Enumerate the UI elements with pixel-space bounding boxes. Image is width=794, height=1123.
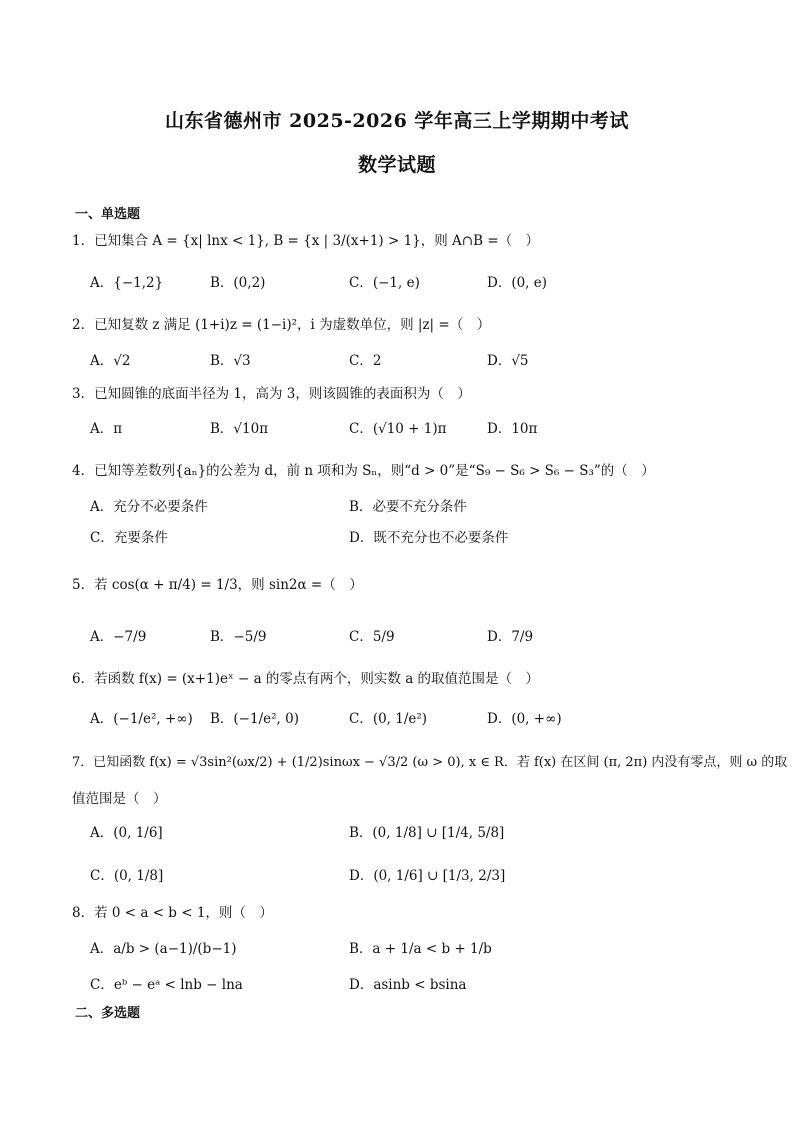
question-2-stem: 2．已知复数 z 满足 (1+i)z = (1−i)²，i 为虚数单位，则 |z| =（ ）: [72, 317, 491, 333]
question-4-option-c: C．充要条件: [90, 530, 168, 546]
question-5-option-b: B．−5/9: [210, 629, 267, 645]
question-8-option-b: B．a + 1/a < b + 1/b: [349, 941, 492, 957]
question-2-option-c: C．2: [349, 353, 382, 369]
question-1-option-d: D．(0, e): [487, 275, 548, 291]
question-8-option-c: C．eᵇ − eᵃ < lnb − lna: [90, 977, 243, 993]
question-2-option-a: A．√2: [90, 353, 131, 369]
question-7-option-b: B．(0, 1/8] ∪ [1/4, 5/8]: [349, 825, 505, 841]
question-5-option-c: C．5/9: [349, 629, 395, 645]
question-7-option-c: C．(0, 1/8]: [90, 868, 164, 884]
question-3-option-c: C．(√10 + 1)π: [349, 421, 447, 437]
question-3-option-d: D．10π: [487, 421, 538, 437]
question-2-option-b: B．√3: [210, 353, 251, 369]
question-4-stem: 4．已知等差数列{aₙ}的公差为 d，前 n 项和为 Sₙ，则“d > 0”是“S₉ − S₆ > S₆ − S₃”的（ ）: [72, 463, 655, 479]
question-2-option-d: D．√5: [487, 353, 529, 369]
question-8-option-a: A．a/b > (a−1)/(b−1): [90, 941, 237, 957]
question-7-option-a: A．(0, 1/6]: [90, 825, 163, 841]
question-6-option-a: A．(−1/e², +∞): [90, 711, 193, 727]
question-1-option-c: C．(−1, e): [349, 275, 420, 291]
question-6-option-d: D．(0, +∞): [487, 711, 562, 727]
question-5-option-d: D．7/9: [487, 629, 534, 645]
question-1-stem: 1．已知集合 A = {x| lnx < 1}, B = {x | 3/(x+1) > 1}，则 A∩B =（ ）: [72, 233, 540, 249]
question-1-option-b: B．(0,2): [210, 275, 266, 291]
page-title: 山东省德州市 2025-2026 学年高三上学期期中考试: [165, 110, 629, 132]
question-7-stem-continued: 值范围是（ ）: [72, 791, 167, 807]
question-1-option-a: A．{−1,2}: [90, 275, 164, 291]
question-6-option-b: B．(−1/e², 0): [210, 711, 299, 727]
page-subtitle: 数学试题: [357, 154, 436, 176]
question-5-stem: 5．若 cos(α + π/4) = 1/3，则 sin2α =（ ）: [72, 577, 363, 593]
question-4-option-b: B．必要不充分条件: [349, 499, 467, 515]
question-5-option-a: A．−7/9: [90, 629, 147, 645]
question-3-option-b: B．√10π: [210, 421, 269, 437]
question-4-option-a: A．充分不必要条件: [90, 499, 208, 515]
question-6-option-c: C．(0, 1/e²): [349, 711, 428, 727]
question-3-option-a: A．π: [90, 421, 123, 437]
question-6-stem: 6．若函数 f(x) = (x+1)eˣ − a 的零点有两个，则实数 a 的取值范围是（ ）: [72, 671, 540, 687]
question-4-option-d: D．既不充分也不必要条件: [349, 530, 509, 546]
question-7-stem: 7．已知函数 f(x) = √3sin²(ωx/2) + (1/2)sinωx − √3/2 (ω > 0), x ∈ R．若 f(x) 在区间 (π, 2π) 内没有零点，则 ω 的取: [72, 755, 788, 770]
question-8-option-d: D．asinb < bsina: [349, 977, 467, 993]
section-multi-choice: 二、多选题: [75, 1006, 141, 1021]
section-single-choice: 一、单选题: [75, 207, 141, 222]
question-3-stem: 3．已知圆锥的底面半径为 1，高为 3，则该圆锥的表面积为（ ）: [72, 386, 471, 402]
question-7-option-d: D．(0, 1/6] ∪ [1/3, 2/3]: [349, 868, 506, 884]
question-8-stem: 8．若 0 < a < b < 1，则（ ）: [72, 905, 273, 921]
